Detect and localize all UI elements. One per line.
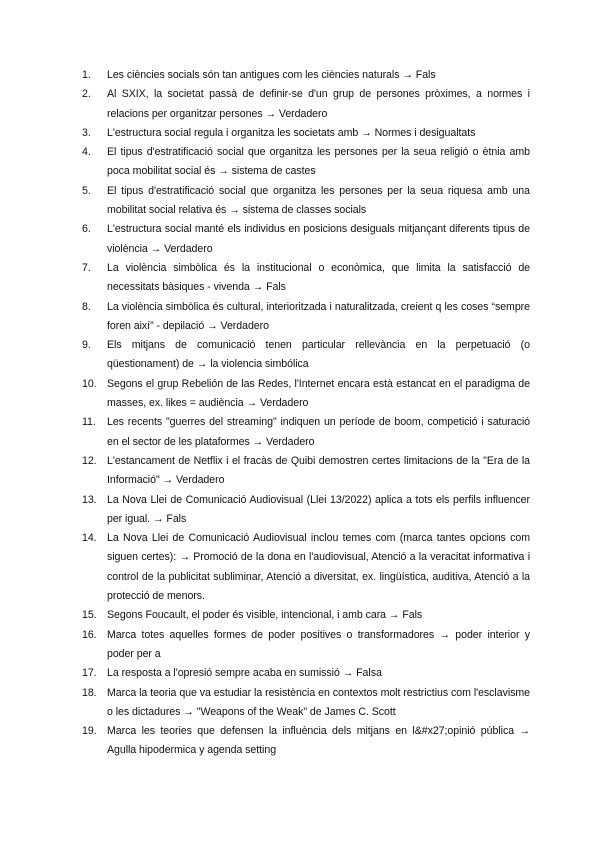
list-item xyxy=(82,220,530,259)
item-text: L'estructura social regula i organitza les societats amb → Normes i desigualtats xyxy=(107,126,476,139)
list-item xyxy=(82,124,530,143)
item-number: 3. xyxy=(82,126,91,139)
item-number: 2. xyxy=(82,88,91,101)
list-item xyxy=(82,606,530,625)
item-text: Segons Foucault, el poder és visible, intencional, i amb cara → Fals xyxy=(107,609,423,622)
item-text: Marca la teoria que va estudiar la resistència en contextos molt restrictius com l'esclavisme o les dictadures → "Weapons of the Weak" de James C. Scott xyxy=(107,686,530,718)
list-item xyxy=(82,664,530,683)
item-text: Els mitjans de comunicació tenen particular rellevància en la perpetuació (o qüestionament) de → la violencia simbólica xyxy=(107,339,530,371)
list-item xyxy=(82,298,530,337)
item-number: 12. xyxy=(82,454,97,467)
item-text: L'estancament de Netflix i el fracàs de Quibi demostren certes limitacions de la "Era de la Informació" → Verdadero xyxy=(107,454,530,487)
list-item xyxy=(82,182,530,221)
item-number: 13. xyxy=(82,493,97,506)
item-number: 7. xyxy=(82,261,91,274)
item-text: La violència simbòlica és cultural, interioritzada i naturalitzada, creient q les coses “sempre foren així” - depilació → Verdadero xyxy=(107,300,530,332)
item-number: 18. xyxy=(82,686,97,699)
item-number: 14. xyxy=(82,532,97,545)
item-text: Segons el grup Rebelión de las Redes, l'Internet encara està estancat en el paradigma de masses, ex. likes = audiència → Verdadero xyxy=(107,377,530,410)
item-number: 11. xyxy=(82,416,96,429)
item-number: 17. xyxy=(82,667,97,680)
list-item xyxy=(82,452,530,491)
item-text: La violència simbòlica és la institucional o econòmica, que limita la satisfacció de necessitats bàsiques - vivenda → Fals xyxy=(107,261,530,294)
item-text: Marca totes aquelles formes de poder positives o transformadores → poder interior y poder per a xyxy=(107,628,530,660)
item-number: 19. xyxy=(82,725,97,738)
item-number: 1. xyxy=(82,69,91,81)
list-item xyxy=(82,336,530,375)
item-text: La Nova Llei de Comunicació Audiovisual (Llei 13/2022) aplica a tots els perfils influencer per igual. → Fals xyxy=(107,493,530,525)
item-number: 16. xyxy=(82,628,97,641)
item-text: Marca les teories que defensen la influència dels mitjans en l&#x27;opinió pública → Agulla hipodermica y agenda setting xyxy=(107,725,530,757)
item-number: 4. xyxy=(82,146,91,159)
item-text: La resposta a l'opresió sempre acaba en sumissió → Falsa xyxy=(107,667,382,680)
list-item xyxy=(82,491,530,530)
question-list xyxy=(82,66,530,761)
item-text: La Nova Llei de Comunicació Audiovisual inclou temes com (marca tantes opcions com siguen certes): → Promoció de la dona en l'audiovisual, Atenció a la veracitat informativa i control de la publicitat subliminar, Atenció a diversitat, ex. lingüística, auditiva, Atenció a la protecció de menors. xyxy=(107,532,530,603)
list-item xyxy=(82,85,530,124)
list-item xyxy=(82,529,530,606)
item-number: 8. xyxy=(82,300,91,313)
list-item xyxy=(82,684,530,723)
list-item xyxy=(82,413,530,452)
item-text: El tipus d'estratificació social que organitza les persones per la seua riquesa amb una mobilitat social relativa és → sistema de classes socials xyxy=(107,184,530,217)
item-number: 15. xyxy=(82,609,97,622)
item-number: 9. xyxy=(82,339,91,352)
list-item xyxy=(82,375,530,414)
list-item xyxy=(82,259,530,298)
item-number: 10. xyxy=(82,377,97,390)
item-text: Les recents "guerres del streaming" indiquen un període de boom, competició i saturació en el sector de les plataformes → Verdadero xyxy=(107,416,530,448)
list-item xyxy=(82,66,530,85)
list-item xyxy=(82,143,530,182)
item-text: L'estructura social manté els individus en posicions desiguals mitjançant diferents tipus de violència → Verdadero xyxy=(107,223,530,255)
item-text: Al SXIX, la societat passà de definir-se d'un grup de persones pròximes, a normes i relacions per organitzar persones → Verdadero xyxy=(107,88,530,120)
list-item xyxy=(82,722,530,761)
item-text: Les ciències socials són tan antigues com les ciències naturals → Fals xyxy=(107,69,436,81)
item-number: 5. xyxy=(82,184,91,197)
item-text: El tipus d'estratificació social que organitza les persones per la seua religió o ètnia amb poca mobilitat social és → sistema de castes xyxy=(107,146,530,178)
list-item xyxy=(82,626,530,665)
item-number: 6. xyxy=(82,223,91,236)
